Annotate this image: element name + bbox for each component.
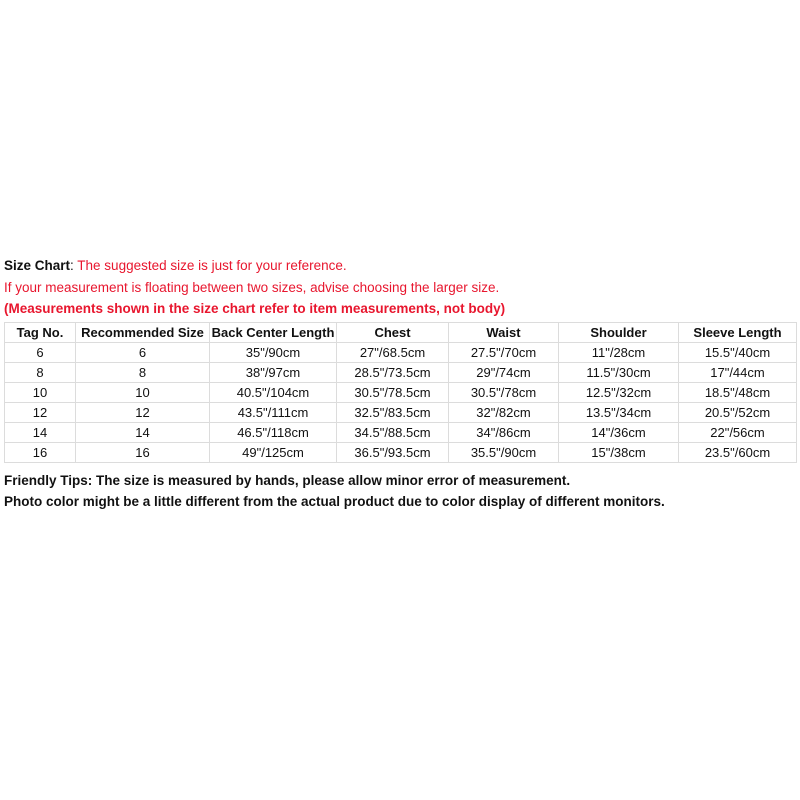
column-header: Back Center Length <box>210 323 337 343</box>
column-header: Chest <box>337 323 449 343</box>
table-row <box>5 383 797 403</box>
table-cell: 49"/125cm <box>210 443 337 463</box>
table-cell: 8 <box>76 363 210 383</box>
table-cell: 15"/38cm <box>559 443 679 463</box>
table-cell: 16 <box>5 443 76 463</box>
column-header: Recommended Size <box>76 323 210 343</box>
table-cell: 6 <box>5 343 76 363</box>
table-cell: 12 <box>76 403 210 423</box>
table-cell: 32.5"/83.5cm <box>337 403 449 423</box>
color-tip: Photo color might be a little different from the actual product due to color display of different monitors. <box>4 494 665 509</box>
table-cell: 22"/56cm <box>679 423 797 443</box>
size-table <box>4 322 797 463</box>
table-cell: 29"/74cm <box>449 363 559 383</box>
table-cell: 14 <box>76 423 210 443</box>
column-header: Tag No. <box>5 323 76 343</box>
table-cell: 17"/44cm <box>679 363 797 383</box>
table-cell: 40.5"/104cm <box>210 383 337 403</box>
table-row <box>5 343 797 363</box>
table-cell: 6 <box>76 343 210 363</box>
table-row <box>5 443 797 463</box>
table-cell: 12 <box>5 403 76 423</box>
table-cell: 12.5"/32cm <box>559 383 679 403</box>
table-cell: 35.5"/90cm <box>449 443 559 463</box>
table-cell: 14"/36cm <box>559 423 679 443</box>
size-chart-intro <box>4 258 347 273</box>
between-sizes-note: If your measurement is floating between two sizes, advise choosing the larger size. <box>4 280 500 295</box>
table-cell: 43.5"/111cm <box>210 403 337 423</box>
table-row <box>5 423 797 443</box>
table-cell: 34"/86cm <box>449 423 559 443</box>
table-cell: 38"/97cm <box>210 363 337 383</box>
table-cell: 11.5"/30cm <box>559 363 679 383</box>
table-cell: 30.5"/78cm <box>449 383 559 403</box>
table-cell: 11"/28cm <box>559 343 679 363</box>
size-chart-title: Size Chart <box>4 258 71 273</box>
title-separator: : <box>70 258 78 273</box>
column-header: Shoulder <box>559 323 679 343</box>
reference-note: The suggested size is just for your reference. <box>77 258 347 273</box>
table-cell: 46.5"/118cm <box>210 423 337 443</box>
table-cell: 15.5"/40cm <box>679 343 797 363</box>
table-cell: 16 <box>76 443 210 463</box>
column-header: Sleeve Length <box>679 323 797 343</box>
table-cell: 10 <box>5 383 76 403</box>
table-cell: 27.5"/70cm <box>449 343 559 363</box>
table-cell: 8 <box>5 363 76 383</box>
table-cell: 34.5"/88.5cm <box>337 423 449 443</box>
table-cell: 23.5"/60cm <box>679 443 797 463</box>
table-cell: 20.5"/52cm <box>679 403 797 423</box>
table-cell: 18.5"/48cm <box>679 383 797 403</box>
table-cell: 10 <box>76 383 210 403</box>
measurement-note: (Measurements shown in the size chart refer to item measurements, not body) <box>4 301 506 316</box>
table-cell: 35"/90cm <box>210 343 337 363</box>
table-cell: 13.5"/34cm <box>559 403 679 423</box>
table-header-row <box>5 323 797 343</box>
table-cell: 14 <box>5 423 76 443</box>
table-cell: 36.5"/93.5cm <box>337 443 449 463</box>
table-cell: 32"/82cm <box>449 403 559 423</box>
table-cell: 28.5"/73.5cm <box>337 363 449 383</box>
friendly-tip: Friendly Tips: The size is measured by hands, please allow minor error of measurement. <box>4 473 571 488</box>
table-row <box>5 363 797 383</box>
table-row <box>5 403 797 423</box>
column-header: Waist <box>449 323 559 343</box>
table-cell: 30.5"/78.5cm <box>337 383 449 403</box>
table-cell: 27"/68.5cm <box>337 343 449 363</box>
